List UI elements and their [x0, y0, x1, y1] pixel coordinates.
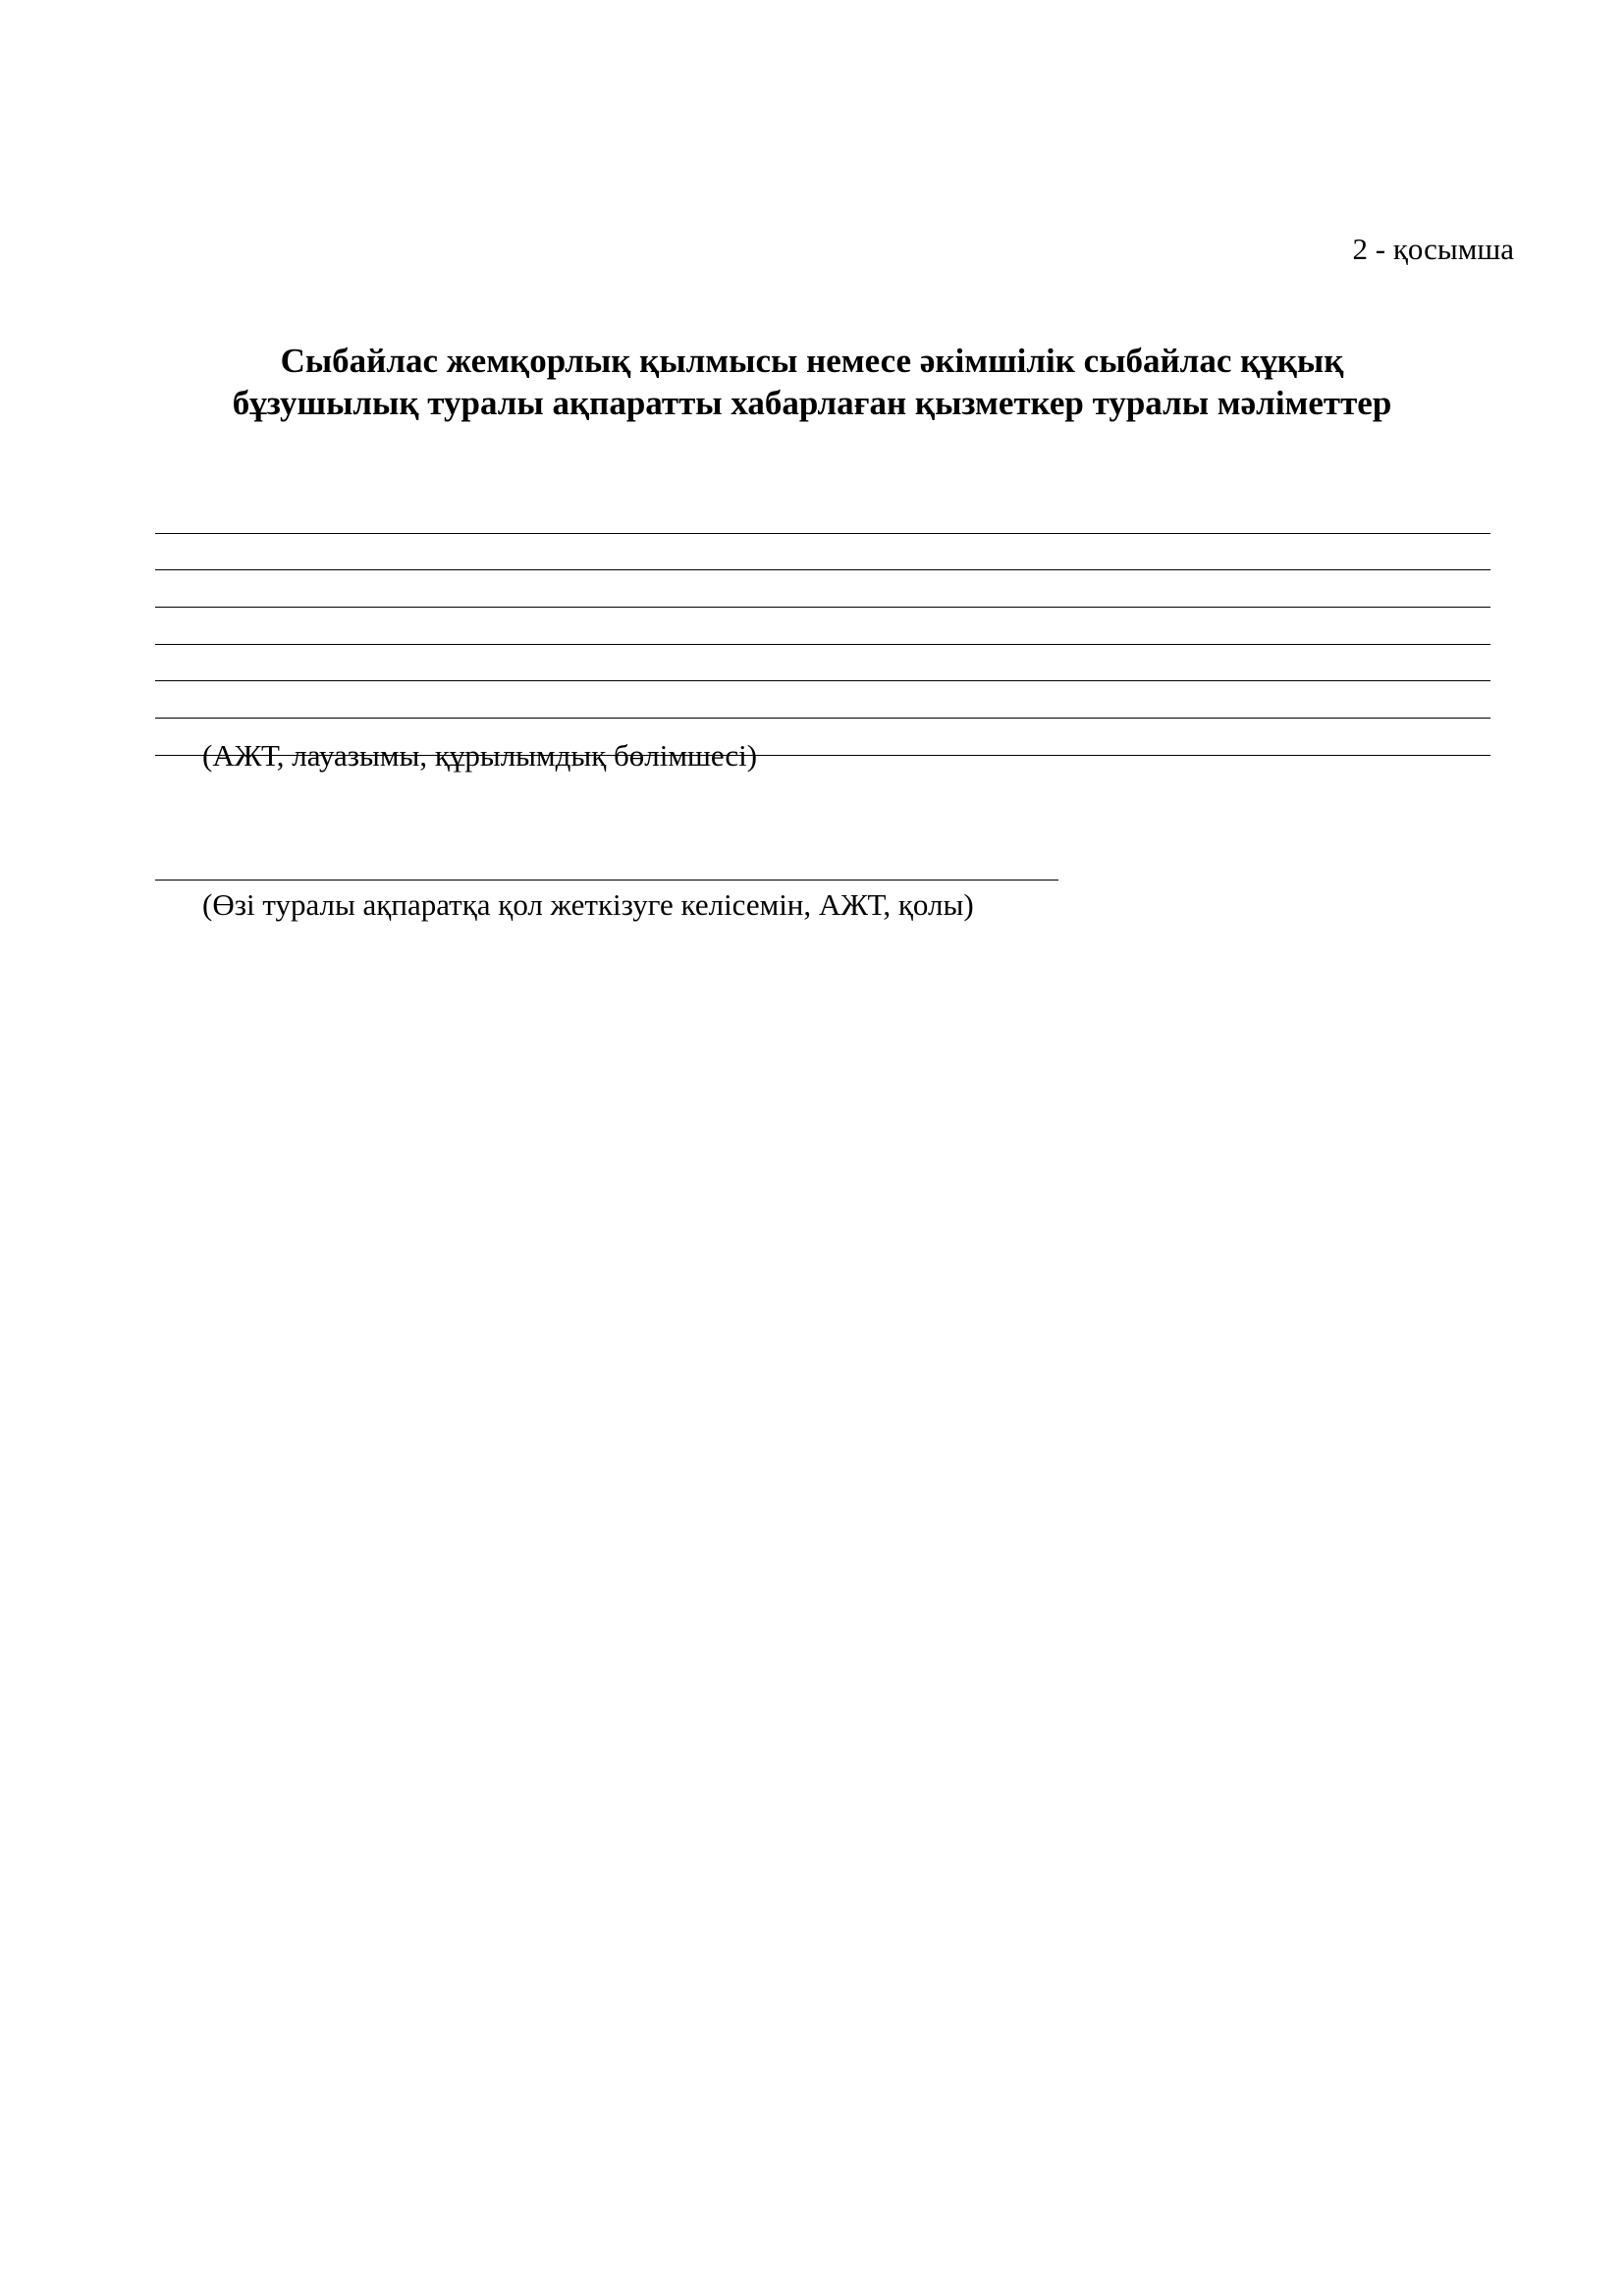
- consent-caption: (Өзі туралы ақпаратқа қол жеткізуге келісемін, АЖТ, қолы): [202, 887, 974, 922]
- blank-fill-lines: [155, 497, 1490, 756]
- blank-fill-line: [155, 497, 1490, 534]
- blank-fill-line: [155, 534, 1490, 571]
- blank-fill-line: [155, 681, 1490, 719]
- document-title-line-1: Сыбайлас жемқорлық қылмысы немесе әкімшілік сыбайлас құқық: [280, 342, 1344, 380]
- blank-fill-line: [155, 570, 1490, 608]
- position-caption: (АЖТ, лауазымы, құрылымдық бөлімшесі): [202, 738, 758, 773]
- signature-line: [155, 880, 1058, 881]
- annex-label: 2 - қосымша: [1352, 232, 1514, 266]
- document-title: [147, 340, 1477, 424]
- blank-fill-line: [155, 645, 1490, 682]
- blank-fill-line: [155, 608, 1490, 645]
- document-title-line-2: бұзушылық туралы ақпаратты хабарлаған қызметкер туралы мәліметтер: [232, 384, 1392, 422]
